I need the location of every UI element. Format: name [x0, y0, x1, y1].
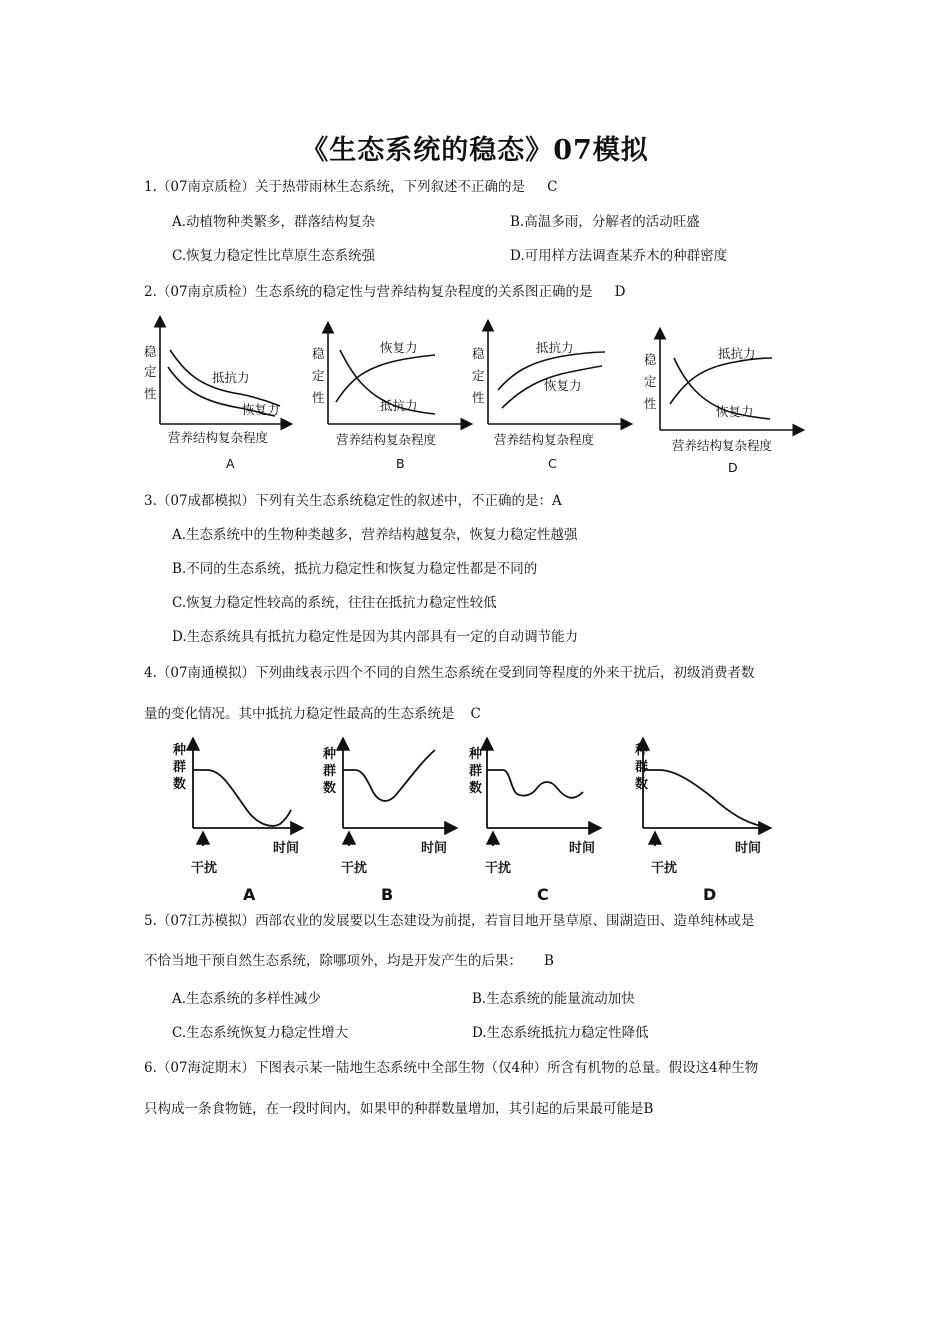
- q5-option-b: B.生态系统的能量流动加快: [472, 991, 635, 1007]
- q4-a-xlabel: 时间: [273, 841, 300, 856]
- q2-b-label-recover: 恢复力: [380, 340, 418, 355]
- q2-a-label-recover: 恢复力: [242, 402, 280, 417]
- q1-option-d: D.可用样方法调查某乔木的种群密度: [510, 248, 728, 264]
- q2-a-ylabel-1: 稳: [144, 344, 157, 359]
- q3-stem: 3.（07成都模拟）下列有关生态系统稳定性的叙述中，不正确的是：A: [144, 493, 562, 509]
- q4-d-curve: [643, 770, 761, 826]
- q4-c-ylabel-3: 数: [469, 781, 483, 796]
- q2-c-ylabel-3: 性: [472, 390, 485, 405]
- q1-option-c: C.恢复力稳定性比草原生态系统强: [172, 248, 376, 264]
- q4-a-ylabel-1: 种: [173, 743, 187, 758]
- q4-c-ylabel-1: 种: [469, 747, 483, 762]
- q2-c-ylabel-2: 定: [472, 368, 485, 383]
- q2-d-ylabel-2: 定: [644, 374, 657, 389]
- q4-d-ylabel-1: 种: [635, 743, 649, 758]
- q2-c-xlabel: 营养结构复杂程度: [494, 432, 595, 447]
- q2-b-letter: B: [396, 456, 405, 471]
- q4-c-curve: [487, 770, 583, 798]
- q4-b-letter: B: [381, 885, 394, 904]
- q4-answer: C: [470, 706, 481, 722]
- q2-c-letter: C: [548, 456, 557, 471]
- q2-c-label-resist: 抵抗力: [536, 340, 574, 355]
- q2-d-curve-rise: [670, 358, 772, 404]
- q1-option-a: A.动植物种类繁多，群落结构复杂: [172, 214, 376, 230]
- q5-option-d: D.生态系统抵抗力稳定性降低: [472, 1025, 649, 1041]
- q2-d-label-recover: 恢复力: [716, 404, 754, 419]
- q2-d-ylabel-1: 稳: [644, 352, 657, 367]
- q3-option-a: A.生态系统中的生物种类越多，营养结构越复杂，恢复力稳定性越强: [172, 527, 578, 543]
- q4-b-xlabel: 时间: [421, 841, 448, 856]
- q3-option-b: B.不同的生态系统，抵抗力稳定性和恢复力稳定性都是不同的: [172, 561, 538, 577]
- q4-d-ylabel-2: 群: [635, 760, 649, 775]
- q4-b-ylabel-2: 群: [323, 764, 337, 779]
- q1-stem: 1.（07南京质检）关于热带雨林生态系统，下列叙述不正确的是 C: [144, 179, 558, 195]
- q4-stem-line2: 量的变化情况。其中抵抗力稳定性最高的生态系统是 C: [144, 706, 481, 722]
- q2-a-ylabel-3: 性: [144, 386, 157, 401]
- q2-b-ylabel-2: 定: [312, 368, 325, 383]
- q2-a-letter: A: [226, 456, 235, 471]
- q4-a-ylabel-2: 群: [173, 760, 187, 775]
- q4-a-ylabel-3: 数: [173, 777, 187, 792]
- q4-d-xlabel: 时间: [735, 841, 762, 856]
- q5-option-a: A.生态系统的多样性减少: [172, 991, 322, 1007]
- q2-a-label-resist: 抵抗力: [212, 370, 250, 385]
- q4-a-disturb: 干扰: [191, 861, 218, 876]
- q5-option-c: C.生态系统恢复力稳定性增大: [172, 1025, 349, 1041]
- q4-b-disturb: 干扰: [341, 861, 368, 876]
- q4-c-disturb: 干扰: [485, 861, 512, 876]
- q1-answer: C: [547, 179, 558, 195]
- q4-figure: [165, 736, 780, 908]
- q4-b-curve: [343, 750, 435, 801]
- q4-c-letter: C: [537, 885, 549, 904]
- q2-b-ylabel-3: 性: [312, 390, 325, 405]
- q2-a-xlabel: 营养结构复杂程度: [168, 430, 269, 445]
- q4-b-ylabel-1: 种: [323, 747, 337, 762]
- q3-option-d: D.生态系统具有抵抗力稳定性是因为其内部具有一定的自动调节能力: [172, 629, 579, 645]
- q2-d-label-resist: 抵抗力: [718, 346, 756, 361]
- q2-b-xlabel: 营养结构复杂程度: [336, 432, 437, 447]
- q2-stem: 2.（07南京质检）生态系统的稳定性与营养结构复杂程度的关系图正确的是 D: [144, 284, 626, 300]
- q4-c-ylabel-2: 群: [469, 764, 483, 779]
- q4-d-letter: D: [703, 885, 717, 904]
- q2-b-label-resist: 抵抗力: [380, 398, 418, 413]
- q4-a-curve: [193, 770, 291, 826]
- q4-stem-line1: 4.（07南通模拟）下列曲线表示四个不同的自然生态系统在受到同等程度的外来干扰后，初级消费者数: [144, 665, 755, 681]
- q4-d-ylabel-3: 数: [635, 777, 649, 792]
- q2-b-curve-rise: [336, 355, 435, 402]
- q3-option-c: C.恢复力稳定性较高的系统，往往在抵抗力稳定性较低: [172, 595, 497, 611]
- q2-b-ylabel-1: 稳: [312, 346, 325, 361]
- q6-stem-line1: 6.（07海淀期末）下图表示某一陆地生态系统中全部生物（仅4种）所含有机物的总量。假设这4种生物: [144, 1060, 759, 1076]
- q2-a-ylabel-2: 定: [144, 364, 157, 379]
- q2-d-letter: D: [728, 460, 738, 475]
- q2-figure: [140, 312, 810, 480]
- q2-c-ylabel-1: 稳: [472, 346, 485, 361]
- q2-d-xlabel: 营养结构复杂程度: [672, 438, 773, 453]
- q4-b-ylabel-3: 数: [323, 781, 337, 796]
- q1-option-b: B.高温多雨，分解者的活动旺盛: [510, 214, 700, 230]
- q5-stem-line1: 5.（07江苏模拟）西部农业的发展要以生态建设为前提，若盲目地开垦草原、围湖造田、造单纯林或是: [144, 913, 755, 929]
- q4-c-xlabel: 时间: [569, 841, 596, 856]
- q2-d-ylabel-3: 性: [644, 396, 657, 411]
- q4-a-letter: A: [243, 885, 256, 904]
- q2-c-label-recover: 恢复力: [544, 378, 582, 393]
- q5-stem-line2: 不恰当地干预自然生态系统，除哪项外，均是开发产生的后果： B: [144, 953, 554, 969]
- q4-d-disturb: 干扰: [651, 861, 678, 876]
- q6-stem-line2: 只构成一条食物链，在一段时间内，如果甲的种群数量增加，其引起的后果最可能是B: [144, 1101, 654, 1117]
- q2-answer: D: [614, 284, 626, 300]
- q5-answer: B: [544, 953, 554, 969]
- page-title: 《生态系统的稳态》07模拟: [301, 135, 649, 166]
